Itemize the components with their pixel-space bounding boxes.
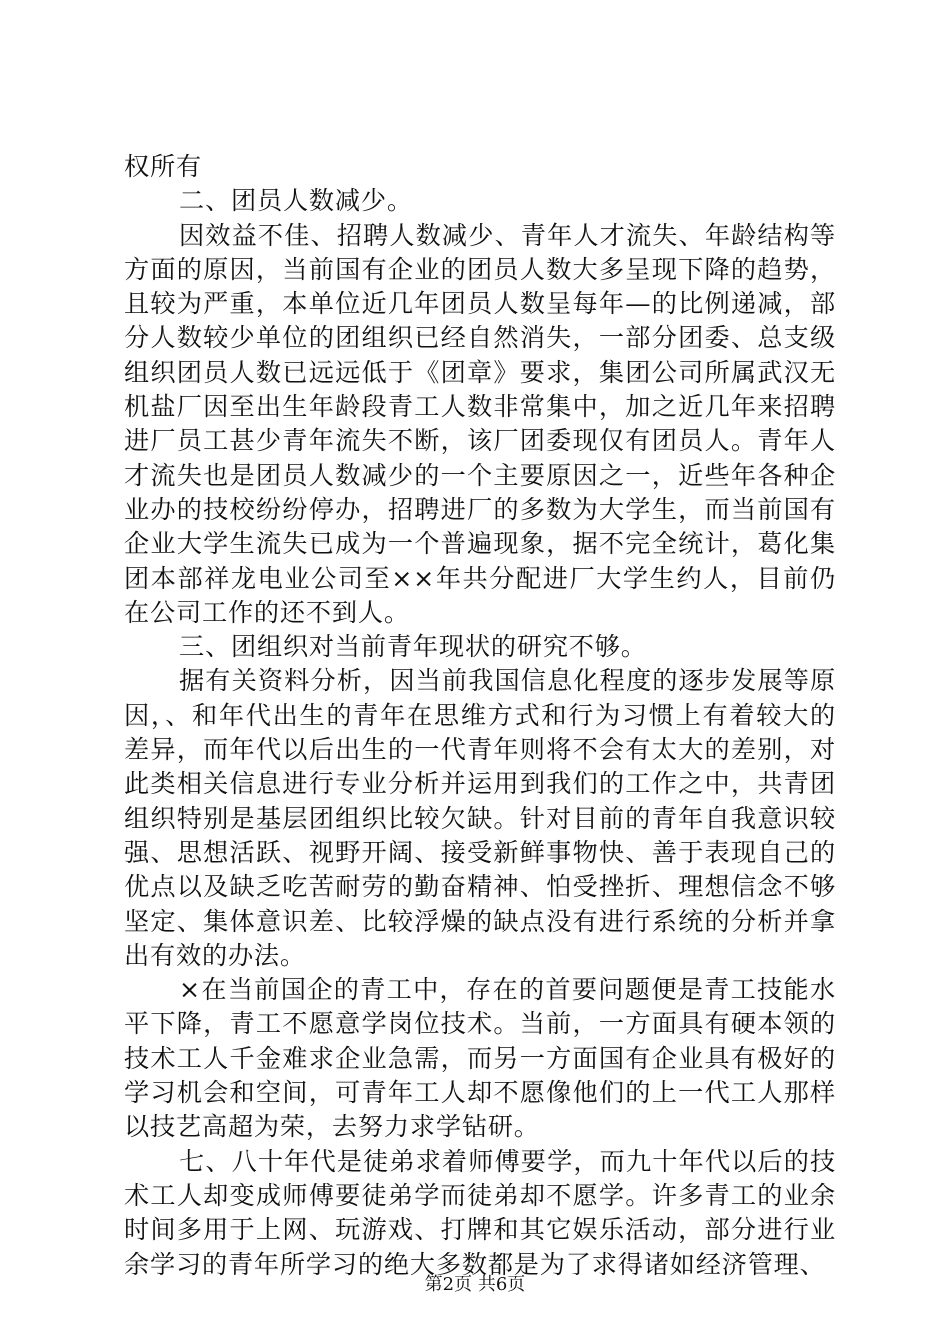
page-footer: 第2页 共6页 [424,1274,526,1295]
section-heading-3: 三、团组织对当前青年现状的研究不够。 [179,632,647,662]
paragraph: 因效益不佳、招聘人数减少、青年人才流失、年龄结构等方面的原因，当前国有企业的团员人数大多呈现下降的趋势，且较为严重，本单位近几年团员人数呈每年—的比例递减，部分人数较少单位的团组织已经自然消失，一部分团委、总支级组织团员人数已远远低于《团章》要求，集团公司所属武汉无机盐厂因至出生年龄段青工人数非常集中，加之近几年来招聘进厂员工甚少青年流失不断，该厂团委现仅有团员人。青年人才流失也是团员人数减少的一个主要原因之一，近些年各种企业办的技校纷纷停办，招聘进厂的多数为大学生，而当前国有企业大学生流失已成为一个普遍现象，据不完全统计，葛化集团本部祥龙电业公司至××年共分配进厂大学生约人，目前仍在公司工作的还不到人。 [124,220,836,627]
paragraph-fragment: 权所有 [124,152,202,181]
paragraph: 据有关资料分析，因当前我国信息化程度的逐步发展等原因，、和年代出生的青年在思维方式和行为习惯上有着较大的差异，而年代以后出生的一代青年则将不会有太大的差别，对此类相关信息进行专业分析并运用到我们的工作之中，共青团组织特别是基层团组织比较欠缺。针对目前的青年自我意识较强、思想活跃、视野开阔、接受新鲜事物快、善于表现自己的优点以及缺乏吃苦耐劳的勤奋精神、怕受挫折、理想信念不够坚定、集体意识差、比较浮燥的缺点没有进行系统的分析并拿出有效的办法。 [124,666,836,970]
document-body [124,150,836,1282]
paragraph: ×在当前国企的青工中，存在的首要问题便是青工技能水平下降，青工不愿意学岗位技术。当前，一方面具有硬本领的技术工人千金难求企业急需，而另一方面国有企业具有极好的学习机会和空间，可青年工人却不愿像他们的上一代工人那样以技艺高超为荣，去努力求学钻研。 [124,975,836,1142]
section-heading-2: 二、团员人数减少。 [179,186,413,216]
paragraph: 七、八十年代是徒弟求着师傅要学，而九十年代以后的技术工人却变成师傅要徒弟学而徒弟却不愿学。许多青工的业余时间多用于上网、玩游戏、打牌和其它娱乐活动，部分进行业余学习的青年所学习的绝大多数都是为了求得诸如经济管理、 [124,1146,836,1279]
